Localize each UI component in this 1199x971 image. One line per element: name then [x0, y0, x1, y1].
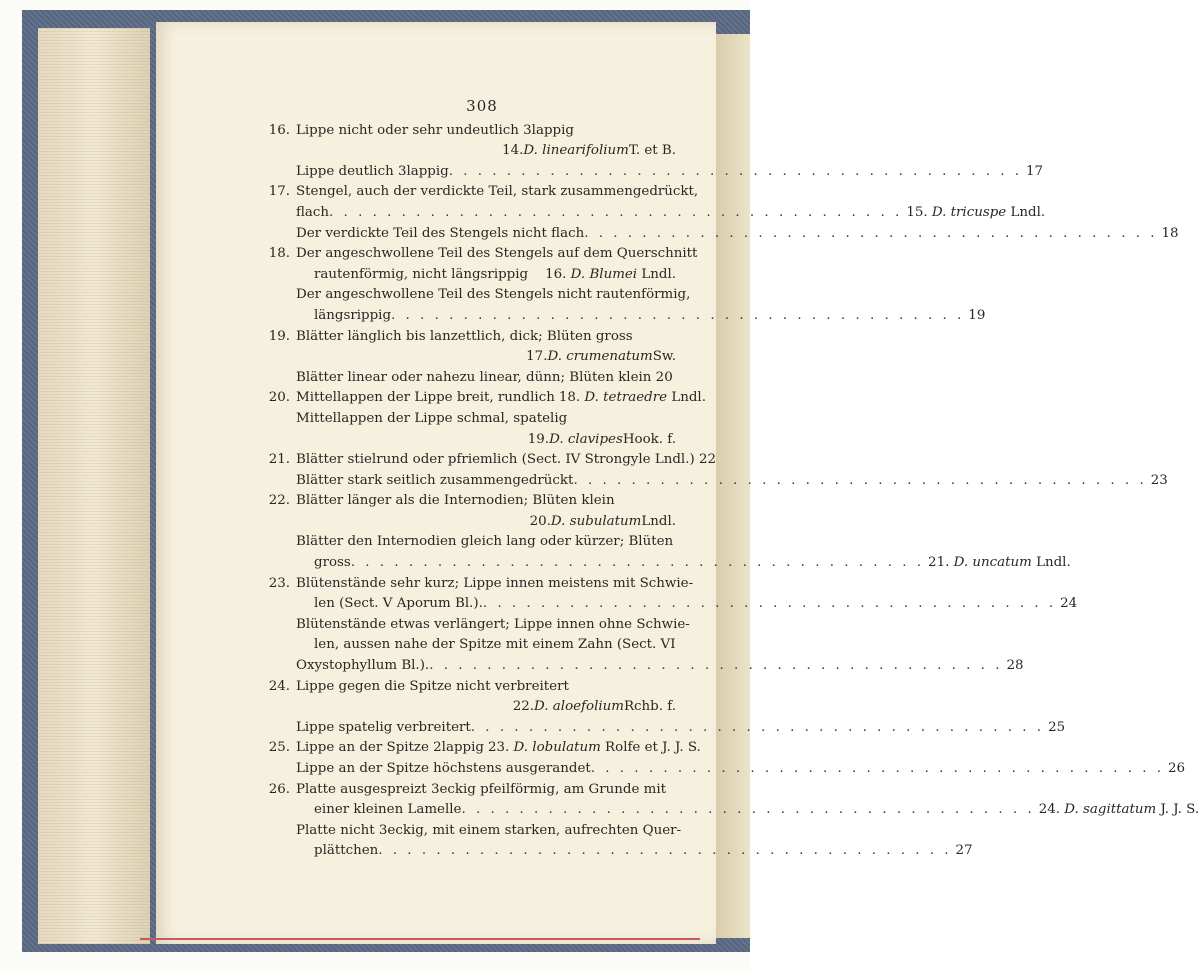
key-line: 22. Blätter länger als die Internodien; Blüten klein [258, 491, 676, 512]
key-line [258, 409, 676, 430]
leader-dots [449, 162, 1022, 183]
entry-text: Stengel, auch der verdickte Teil, stark zusammengedrückt, [296, 184, 699, 200]
entry-text: Platte nicht 3eckig, mit einem starken, aufrechten Quer- [296, 822, 682, 838]
entry-text: Oxystophyllum Bl.). [296, 658, 430, 674]
species-author: Lndl. [1031, 555, 1071, 571]
entry-text: len, aussen nahe der Spitze mit einem Zahn (Sect. VI [314, 637, 676, 653]
species-name: D. tetraedre [584, 390, 668, 406]
entry-text: Blätter länglich bis lanzettlich, dick; Blüten gross [296, 328, 633, 344]
species-number: 19. [527, 431, 550, 447]
entry-ref: 23 [1150, 472, 1168, 488]
species-number: 24. [1038, 802, 1065, 818]
entry-ref: 27 [955, 843, 973, 859]
key-line: 20. Mittellappen der Lippe breit, rundlich 18. D. tetraedre Lndl. [258, 388, 676, 409]
entry-text: Blätter linear oder nahezu linear, dünn; Blüten klein 20 [296, 369, 673, 385]
leader-dots [461, 800, 1034, 821]
page-edge-line [140, 938, 700, 940]
species-name: D. linearifolium [523, 143, 629, 159]
key-line [258, 821, 682, 842]
entry-text: Der angeschwollene Teil des Stengels nicht rautenförmig, [296, 287, 691, 303]
entry-ref: 28 [1006, 658, 1024, 674]
entry-text: Der verdickte Teil des Stengels nicht flach [296, 225, 585, 241]
species-number: 20. [529, 513, 551, 529]
entry-text: len (Sect. V Aporum Bl.). [314, 596, 483, 612]
entry-text: Mittellappen der Lippe breit, rundlich [296, 390, 555, 406]
entry-text: Blätter den Internodien gleich lang oder kürzer; Blüten [296, 534, 674, 550]
key-line [258, 430, 676, 451]
leader-dots [351, 553, 924, 574]
species-name: D. crumenatum [547, 349, 653, 365]
entry-ref: 25 [1048, 719, 1066, 735]
key-line [258, 759, 1186, 780]
page-number: 308 [466, 97, 498, 115]
species-number: 22. [512, 699, 535, 715]
species-name: D. aloefolium [534, 699, 624, 715]
page-edges [38, 28, 150, 944]
entry-text: Mittellappen der Lippe schmal, spatelig [296, 410, 568, 426]
entry-text: Blätter stark seitlich zusammengedrückt [296, 472, 574, 488]
entry-ref: 24 [1060, 596, 1078, 612]
key-line: 24. Lippe gegen die Spitze nicht verbreitert [258, 677, 676, 698]
key-line [258, 306, 986, 327]
species-author: Rchb. f. [623, 699, 676, 715]
entry-text: Lippe gegen die Spitze nicht verbreitert [296, 678, 569, 694]
entry-text: Lippe nicht oder sehr undeutlich 3lappig [296, 122, 574, 138]
key-line: 23. Blütenstände sehr kurz; Lippe innen meistens mit Schwie- [258, 574, 676, 595]
key-line [258, 224, 1179, 245]
leader-dots [391, 306, 964, 327]
species-name: D. tricuspe [931, 204, 1007, 220]
species-number: 23. [487, 740, 514, 756]
entry-text: einer kleinen Lamelle [314, 802, 462, 818]
species-name: D. lobulatum [513, 740, 601, 756]
entry-text: Platte ausgespreizt 3eckig pfeilförmig, am Grunde mit [296, 781, 667, 797]
entry-number: 16. [268, 122, 290, 138]
key-line [258, 162, 1044, 183]
key-line [258, 203, 1046, 224]
species-author: T. et B. [628, 143, 676, 159]
species-name: D. Blumei [570, 266, 638, 282]
key-line [258, 285, 691, 306]
key-line [258, 265, 676, 286]
key-line: 19. Blätter länglich bis lanzettlich, dick; Blüten gross [258, 327, 676, 348]
key-line [258, 121, 676, 142]
key-line: 17. Stengel, auch der verdickte Teil, stark zusammengedrückt, [258, 182, 676, 203]
species-number: 18. [558, 390, 585, 406]
entry-text: plättchen [314, 843, 379, 859]
key-line: 25. Lippe an der Spitze 2lappig 23. D. lobulatum Rolfe et J. J. S. [258, 738, 676, 759]
species-author: Lndl. [1006, 204, 1046, 220]
key-line [258, 718, 1066, 739]
key-line [258, 656, 1024, 677]
species-name: D. uncatum [953, 555, 1032, 571]
key-line: 18. Der angeschwollene Teil des Stengels auf dem Querschnitt [258, 244, 676, 265]
species-number: 17. [526, 349, 548, 365]
species-author: Lndl. [667, 390, 706, 406]
key-line [258, 347, 676, 368]
species-number: 16. [545, 266, 571, 282]
entry-text: Blütenstände etwas verlängert; Lippe innen ohne Schwie- [296, 616, 690, 632]
entry-text: rautenförmig, nicht längsrippig [314, 266, 529, 282]
key-line [258, 800, 1199, 821]
species-name: D. sagittatum [1064, 802, 1157, 818]
entry-text: flach [296, 204, 330, 220]
species-author: Lndl. [641, 513, 676, 529]
key-line [258, 471, 1168, 492]
entry-text: Blütenstände sehr kurz; Lippe innen meistens mit Schwie- [296, 575, 694, 591]
species-author: J. J. S. [1156, 802, 1199, 818]
key-line [258, 141, 676, 162]
species-name: D. subulatum [550, 513, 642, 529]
leader-dots [584, 224, 1157, 245]
leader-dots [378, 841, 951, 862]
leader-dots [471, 718, 1044, 739]
species-author: Sw. [652, 349, 676, 365]
entry-text: Lippe an der Spitze 2lappig [296, 740, 484, 756]
entry-ref: 19 [968, 307, 986, 323]
species-number: 14. [502, 143, 524, 159]
key-line [258, 532, 676, 553]
key-line [258, 512, 676, 533]
key-line: 21. Blätter stielrund oder pfriemlich (Sect. IV Strongyle Lndl.) 22 [258, 450, 676, 471]
entry-ref: 26 [1168, 761, 1186, 776]
species-number: 21. [928, 555, 954, 571]
key-line [258, 697, 676, 718]
entry-ref: 17 [1026, 163, 1044, 179]
leader-dots [483, 594, 1056, 615]
leader-dots [591, 759, 1164, 780]
entry-text: Lippe an der Spitze höchstens ausgerandet [296, 761, 591, 776]
leader-dots [329, 203, 902, 224]
species-author: Hook. f. [622, 431, 676, 447]
key-line [258, 635, 676, 656]
key-line [258, 615, 690, 636]
species-author: Rolfe et J. J. S. [600, 740, 701, 756]
key-line [258, 841, 973, 862]
species-author: Lndl. [637, 266, 676, 282]
key-line [258, 553, 1071, 574]
key-text [258, 96, 1199, 862]
key-line: 26. Platte ausgespreizt 3eckig pfeilförmig, am Grunde mit [258, 780, 676, 801]
key-line [258, 368, 676, 389]
entry-text: längsrippig [314, 307, 392, 323]
entry-text: Lippe deutlich 3lappig [296, 163, 449, 179]
key-line [258, 594, 1078, 615]
species-name: D. clavipes [549, 431, 623, 447]
species-number: 15. [906, 204, 932, 220]
leader-dots [573, 471, 1146, 492]
entry-text: gross [314, 555, 351, 571]
entry-text: Lippe spatelig verbreitert [296, 719, 471, 735]
entry-text: Der angeschwollene Teil des Stengels auf dem Querschnitt [296, 246, 698, 262]
leader-dots [429, 656, 1002, 677]
entry-text: Blätter länger als die Internodien; Blüten klein [296, 493, 615, 509]
entry-ref: 18 [1161, 225, 1179, 241]
entry-text: Blätter stielrund oder pfriemlich (Sect. IV Strongyle Lndl.) 22 [296, 452, 716, 468]
